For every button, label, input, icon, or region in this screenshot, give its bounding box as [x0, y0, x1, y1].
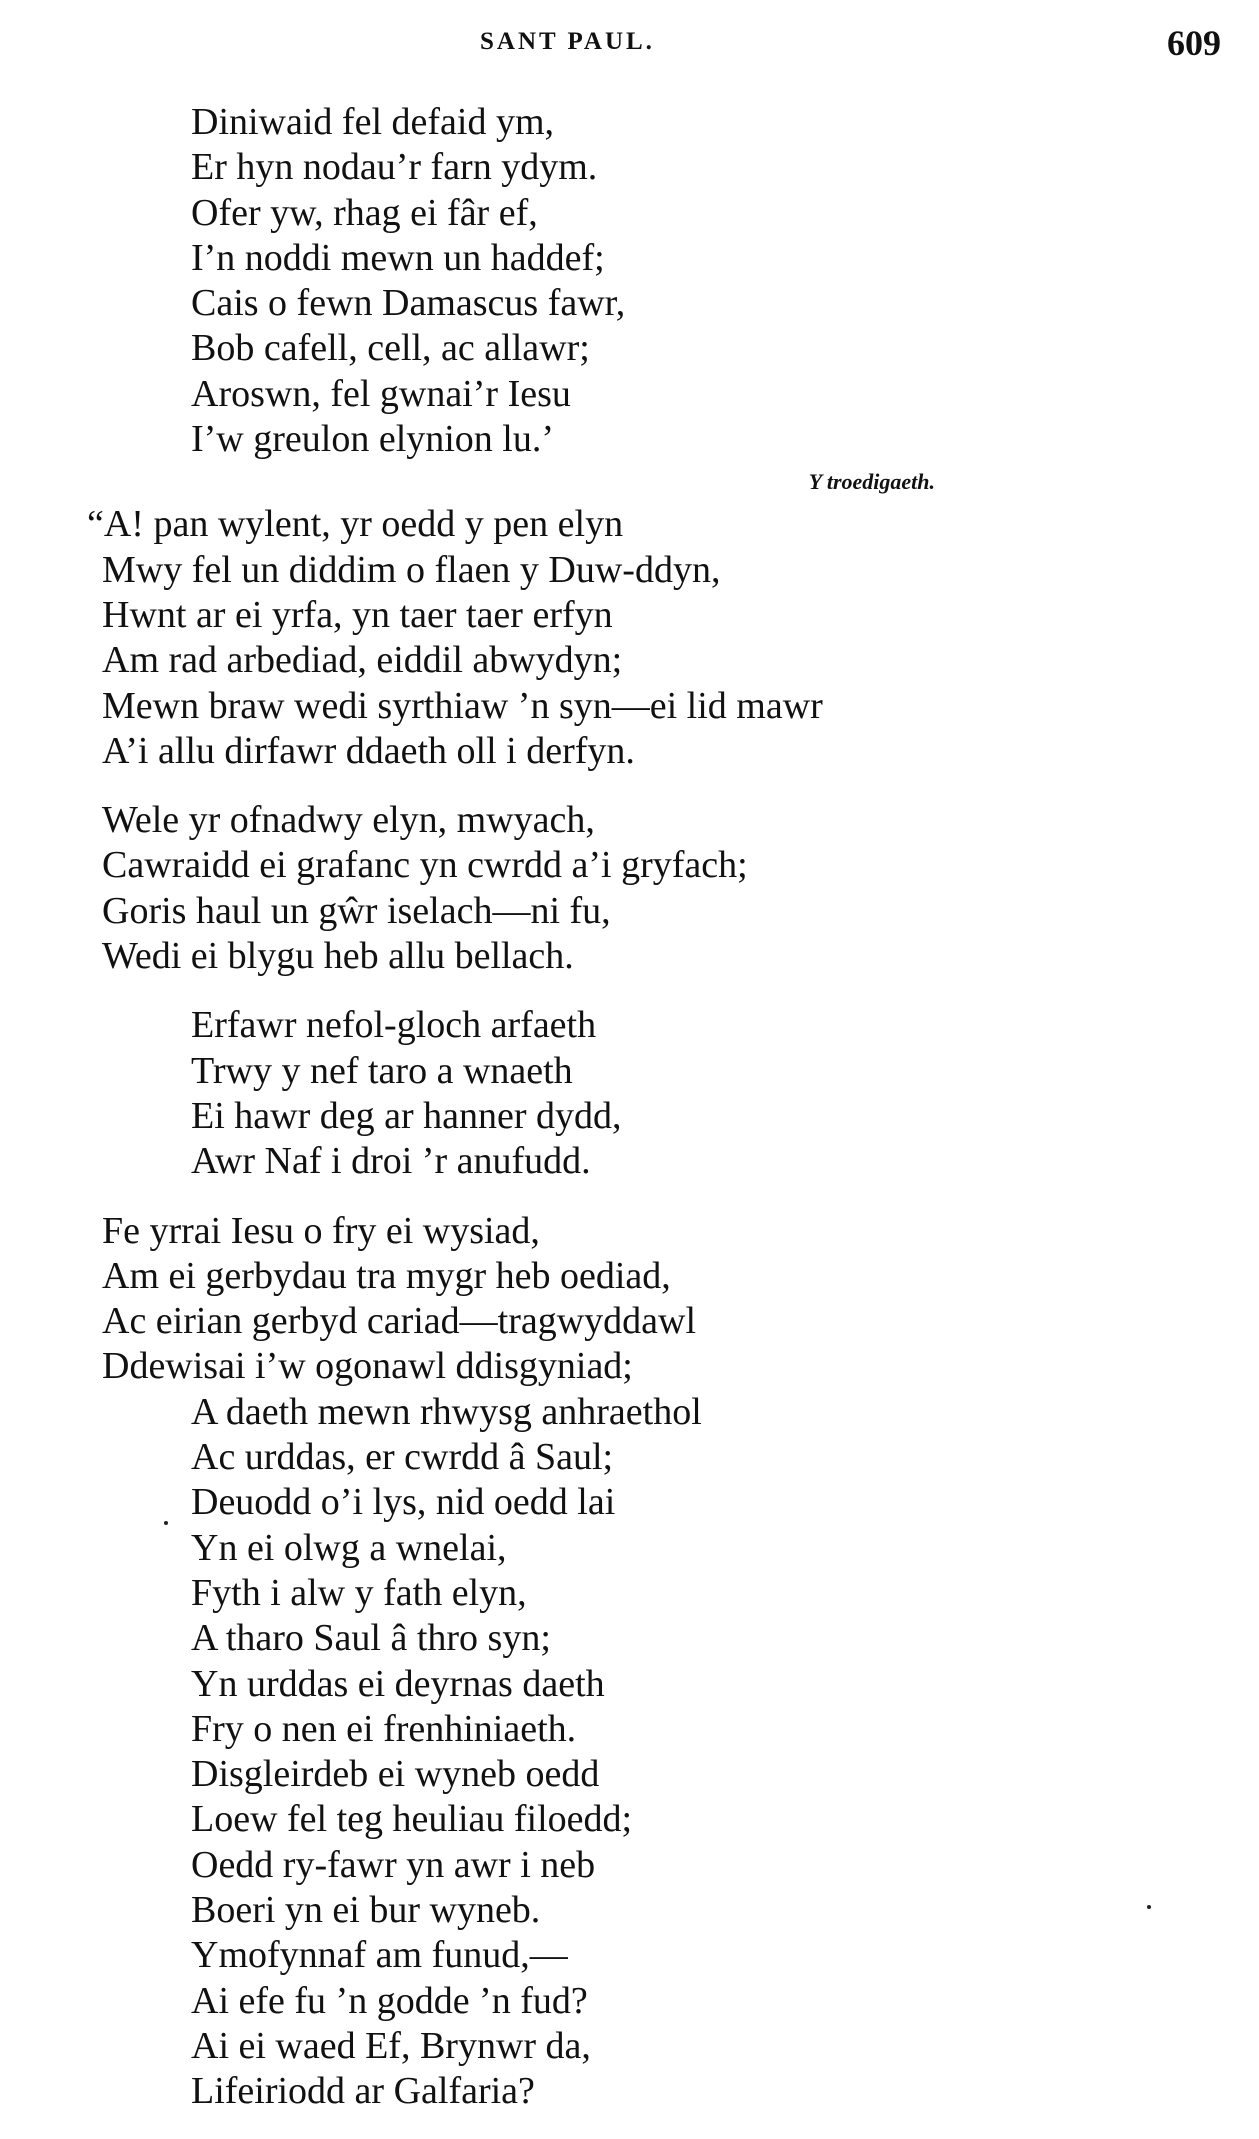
- verse-line: Fe yrrai Iesu o fry ei wysiad,: [102, 1209, 540, 1252]
- verse-line: Fyth i alw y fath elyn,: [191, 1571, 527, 1614]
- verse-line: Er hyn nodau’r farn ydym.: [191, 146, 598, 189]
- print-speck: [1147, 1905, 1151, 1909]
- verse-line: Goris haul un gŵr iselach—ni fu,: [102, 889, 611, 932]
- stanza-5: [0, 1209, 1259, 2115]
- verse-line: Ei hawr deg ar hanner dydd,: [191, 1094, 622, 1137]
- verse-line: Mewn braw wedi syrthiaw ’n syn—ei lid mawr: [102, 684, 823, 727]
- verse-line: Bob cafell, cell, ac allawr;: [191, 327, 590, 370]
- verse-line: Am ei gerbydau tra mygr heb oediad,: [102, 1254, 671, 1297]
- verse-line: Boeri yn ei bur wyneb.: [191, 1888, 541, 1931]
- verse-line: Disgleirdeb ei wyneb oedd: [191, 1753, 600, 1796]
- verse-line: Diniwaid fel defaid ym,: [191, 101, 555, 143]
- margin-note: Y troedigaeth.: [808, 469, 935, 495]
- verse-line: Ac urddas, er cwrdd â Saul;: [191, 1436, 614, 1479]
- stanza-gap: [0, 979, 1259, 1003]
- verse-line: Oedd ry-fawr yn awr i neb: [191, 1843, 596, 1886]
- verse-line: Fry o nen ei frenhiniaeth.: [191, 1707, 577, 1750]
- verse-line: Hwnt ar ei yrfa, yn taer taer erfyn: [102, 593, 613, 636]
- page-number: 609: [1167, 23, 1221, 63]
- verse-line: Deuodd o’i lys, nid oedd lai: [191, 1481, 616, 1524]
- running-title: SANT PAUL.: [480, 28, 655, 55]
- verse-line: Aroswn, fel gwnai’r Iesu: [191, 372, 571, 415]
- verse-line: Ai ei waed Ef, Brynwr da,: [191, 2024, 591, 2067]
- stanza-4: [0, 1003, 1259, 1184]
- verse-line: Yn urddas ei deyrnas daeth: [191, 1662, 605, 1705]
- verse-line: I’n noddi mewn un haddef;: [191, 236, 605, 279]
- verse-line: Ofer yw, rhag ei fâr ef,: [191, 191, 538, 234]
- verse-line: Ymofynnaf am funud,—: [191, 1934, 568, 1977]
- poem-text: [0, 100, 1259, 2114]
- stanza-3: [0, 798, 1259, 979]
- verse-line: A tharo Saul â thro syn;: [191, 1617, 551, 1660]
- verse-line: Wedi ei blygu heb allu bellach.: [102, 935, 574, 978]
- verse-line: Wele yr ofnadwy elyn, mwyach,: [102, 799, 595, 842]
- verse-line: Mwy fel un diddim o flaen y Duw-ddyn,: [102, 548, 721, 591]
- verse-line: Cais o fewn Damascus fawr,: [191, 282, 626, 325]
- verse-line: Yn ei olwg a wnelai,: [191, 1526, 507, 1569]
- stanza-gap: [0, 774, 1259, 798]
- verse-line: I’w greulon elynion lu.’: [191, 418, 555, 461]
- running-head: [0, 22, 1259, 62]
- verse-line: Ac eirian gerbyd cariad—tragwyddawl: [102, 1300, 697, 1343]
- verse-line: Ddewisai i’w ogonawl ddisgyniad;: [102, 1345, 633, 1388]
- verse-line: Lifeiriodd ar Galfaria?: [191, 2070, 535, 2113]
- verse-line: A’i allu dirfawr ddaeth oll i derfyn.: [102, 729, 635, 772]
- verse-line: A daeth mewn rhwysg anhraethol: [191, 1390, 702, 1433]
- verse-line: Am rad arbediad, eiddil abwydyn;: [102, 639, 623, 682]
- stanza-gap: [0, 1185, 1259, 1209]
- stanza-1: [0, 100, 1259, 462]
- verse-line: Awr Naf i droi ’r anufudd.: [191, 1140, 591, 1183]
- verse-line: Ai efe fu ’n godde ’n fud?: [191, 1979, 588, 2022]
- verse-line: Erfawr nefol-gloch arfaeth: [191, 1004, 597, 1047]
- verse-line: Loew fel teg heuliau filoedd;: [191, 1798, 633, 1841]
- print-speck: [164, 1521, 168, 1525]
- verse-line: Trwy y nef taro a wnaeth: [191, 1049, 573, 1092]
- verse-line: “A! pan wylent, yr oedd y pen elyn: [87, 503, 624, 546]
- stanza-2: [0, 462, 1259, 774]
- verse-line: Cawraidd ei grafanc yn cwrdd a’i gryfach;: [102, 844, 748, 887]
